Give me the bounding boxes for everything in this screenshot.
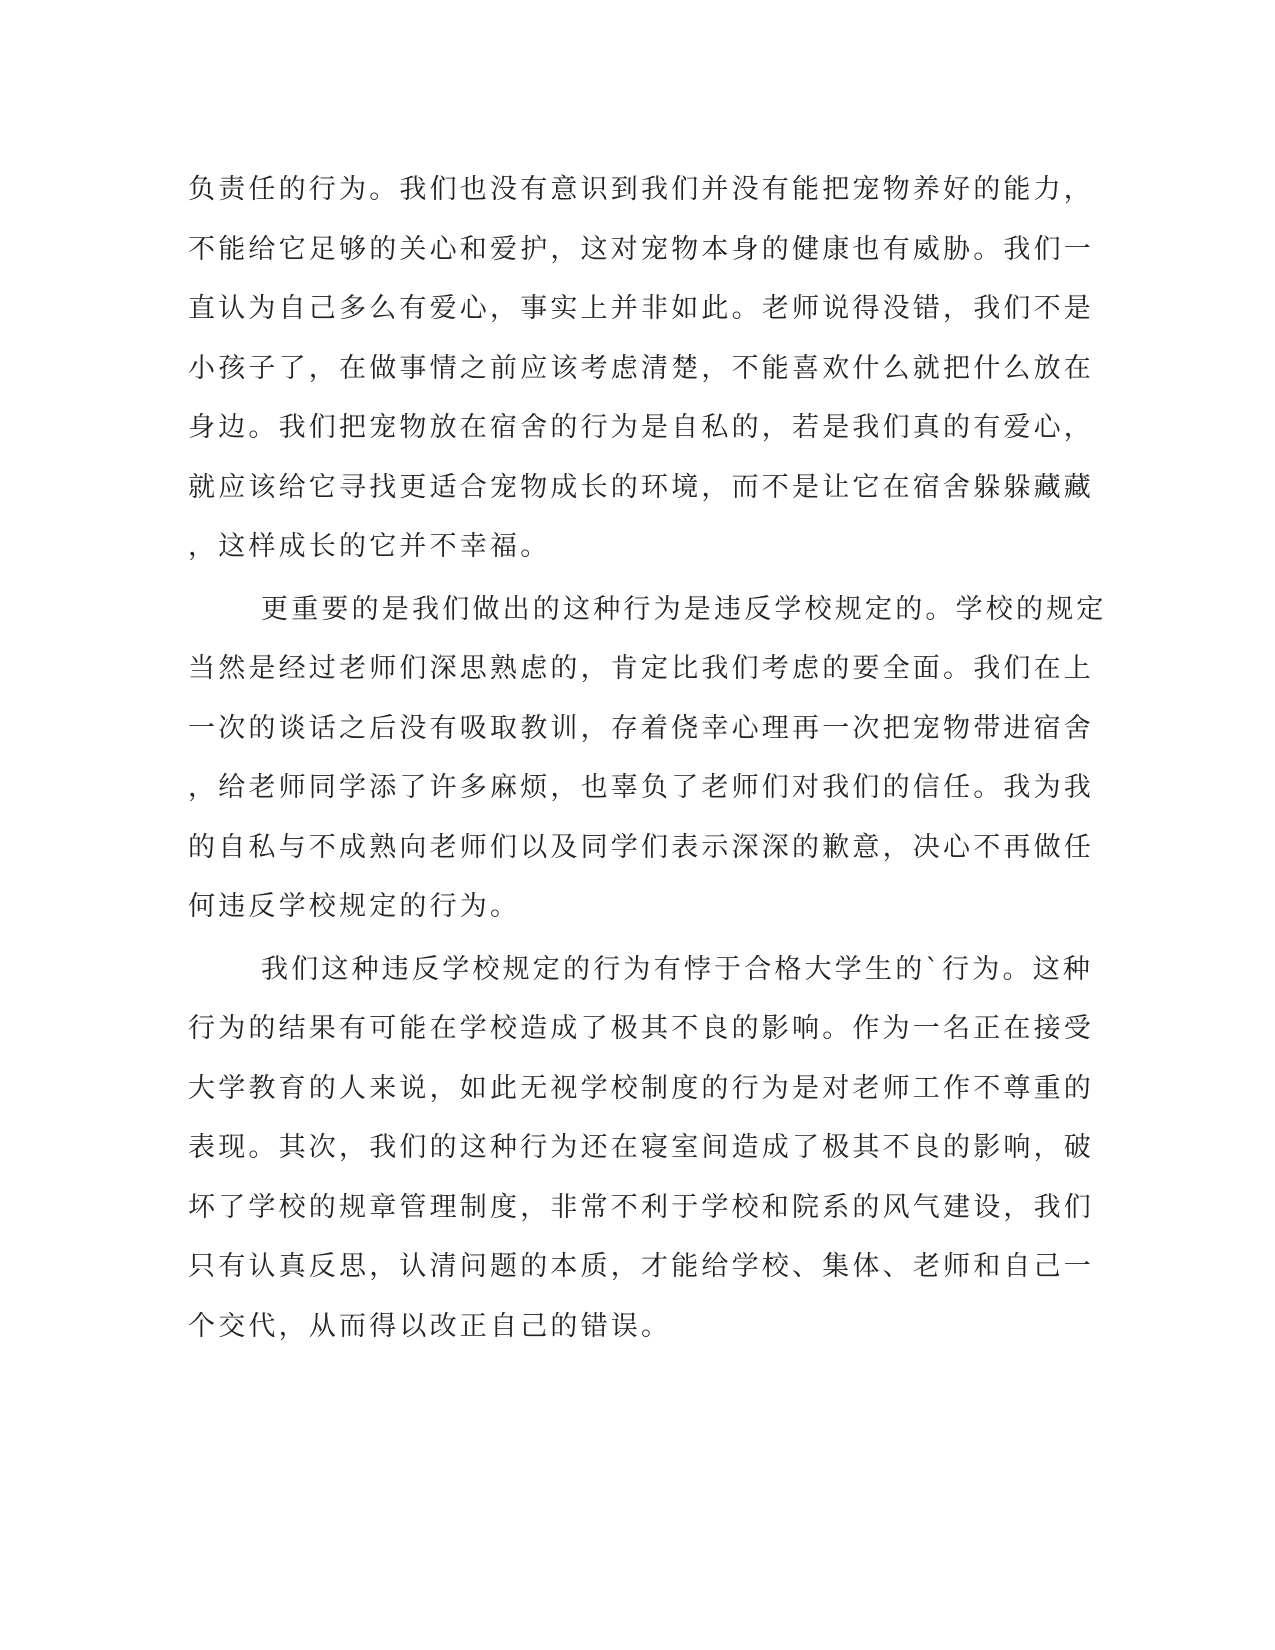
text-line: ，这样成长的它并不幸福。 bbox=[188, 531, 551, 562]
paragraph-1 bbox=[188, 160, 1094, 577]
text-line: 只有认真反思，认清问题的本质，才能给学校、集体、老师和自己一 bbox=[188, 1251, 1094, 1282]
text-line: 就应该给它寻找更适合宠物成长的环境，而不是让它在宿舍躲躲藏藏 bbox=[188, 471, 1094, 503]
text-line: 更重要的是我们做出的这种行为是违反学校规定的。学校的规定 bbox=[261, 593, 1107, 625]
text-line: 的自私与不成熟向老师们以及同学们表示深深的歉意，决心不再做任 bbox=[188, 831, 1094, 863]
text-line: 小孩子了，在做事情之前应该考虑清楚，不能喜欢什么就把什么放在 bbox=[188, 352, 1094, 384]
text-line: 大学教育的人来说，如此无视学校制度的行为是对老师工作不尊重的 bbox=[188, 1072, 1094, 1104]
text-line: 身边。我们把宠物放在宿舍的行为是自私的，若是我们真的有爱心， bbox=[188, 412, 1094, 443]
text-line: ，给老师同学添了许多麻烦，也辜负了老师们对我们的信任。我为我 bbox=[188, 772, 1094, 803]
text-line: 不能给它足够的关心和爱护，这对宠物本身的健康也有威胁。我们一 bbox=[188, 233, 1094, 265]
paragraph-3 bbox=[188, 940, 1094, 1357]
text-line: 我们这种违反学校规定的行为有悖于合格大学生的`行为。这种 bbox=[261, 953, 1094, 985]
text-line: 表现。其次，我们的这种行为还在寝室间造成了极其不良的影响，破 bbox=[188, 1132, 1094, 1163]
text-line: 何违反学校规定的行为。 bbox=[188, 891, 521, 922]
text-line: 负责任的行为。我们也没有意识到我们并没有能把宠物养好的能力， bbox=[188, 174, 1094, 205]
text-line: 当然是经过老师们深思熟虑的，肯定比我们考虑的要全面。我们在上 bbox=[188, 653, 1094, 684]
text-line: 坏了学校的规章管理制度，非常不利于学校和院系的风气建设，我们 bbox=[188, 1191, 1094, 1223]
text-line: 直认为自己多么有爱心，事实上并非如此。老师说得没错，我们不是 bbox=[188, 293, 1094, 324]
text-line: 行为的结果有可能在学校造成了极其不良的影响。作为一名正在接受 bbox=[188, 1013, 1094, 1044]
body-text bbox=[188, 160, 1107, 1356]
text-line: 个交代，从而得以改正自己的错误。 bbox=[188, 1310, 672, 1342]
paragraph-2 bbox=[188, 580, 1107, 937]
text-line: 一次的谈话之后没有吸取教训，存着侥幸心理再一次把宠物带进宿舍 bbox=[188, 712, 1094, 744]
